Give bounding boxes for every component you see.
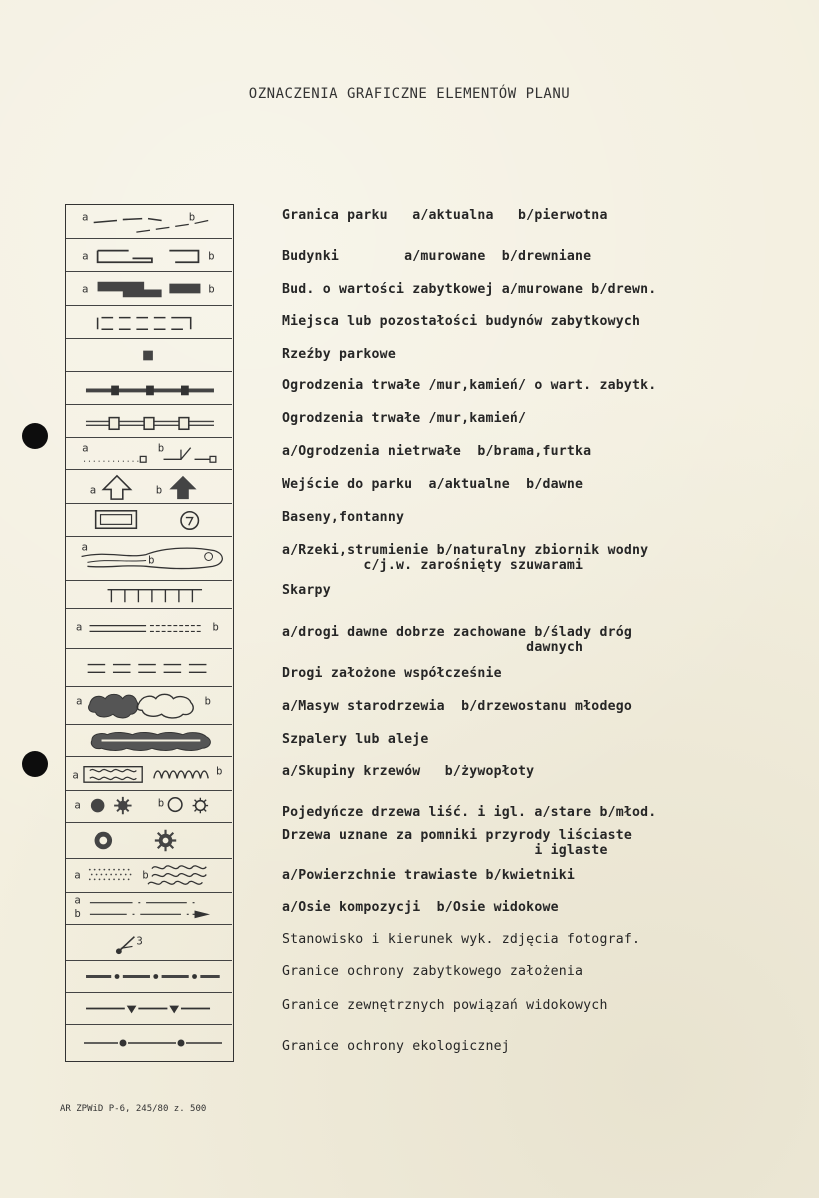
symbol-building-remains [66,306,232,339]
svg-text:b: b [142,868,149,882]
legend-label: Drogi założone współcześnie [282,666,502,681]
symbol-park-entrance [66,470,232,504]
legend-label: a/Osie kompozycji b/Osie widokowe [282,900,559,915]
svg-text:a: a [75,694,83,708]
symbol-fence-historic [66,372,232,405]
symbol-rivers-ponds [66,537,232,581]
symbol-axes [66,893,232,925]
symbol-pools-fountains [66,504,232,537]
svg-text:a: a [74,868,81,882]
symbol-single-trees [66,791,232,823]
legend-label: Granice ochrony zabytkowego założenia [282,964,584,979]
symbol-natural-monument-trees [66,823,232,859]
svg-text:b: b [208,282,215,296]
legend-label: Granice zewnętrznych powiązań widokowych [282,998,608,1013]
legend-label: Drzewa uznane za pomniki przyrody liściaste i iglaste [282,828,633,858]
legend-label: Budynki a/murowane b/drewniane [282,249,592,264]
symbol-ecological-protection-boundary [66,1025,232,1061]
svg-text:b: b [208,249,215,263]
print-reference: AR ZPWiD P-6, 245/80 z. 500 [60,1104,207,1114]
punch-hole [22,751,48,777]
symbol-photo-position [66,925,232,961]
legend-label: a/Rzeki,strumienie b/naturalny zbiornik wodny c/j.w. zarośnięty szuwarami [282,543,649,573]
svg-text:a: a [89,483,97,497]
legend-label: Granica parku a/aktualna b/pierwotna [282,208,608,223]
symbol-shrubs-hedges [66,757,232,791]
photo-number: 3 [136,934,143,948]
symbol-historic-buildings [66,272,232,306]
symbol-buildings [66,239,232,272]
punch-hole [22,423,48,449]
legend-label: Ogrodzenia trwałe /mur,kamień/ o wart. zabytk. [282,378,657,393]
legend-label: Baseny,fontanny [282,510,405,525]
legend-label: Bud. o wartości zabytkowej a/murowane b/drewn. [282,282,657,297]
legend-label: Skarpy [282,583,331,598]
svg-text:b: b [157,796,165,810]
symbol-tree-alleys [66,725,232,757]
legend-label: Wejście do parku a/aktualne b/dawne [282,477,584,492]
symbol-slopes [66,581,232,609]
svg-text:a: a [74,798,81,812]
symbol-fence-temporary [66,438,232,470]
legend-label: Stanowisko i kierunek wyk. zdjęcia fotograf. [282,932,641,947]
mark-a: a [82,210,89,224]
symbol-park-boundary [66,205,232,239]
symbol-heritage-protection-boundary [66,961,232,993]
legend-symbol-column [65,204,234,1062]
svg-text:a: a [82,249,89,263]
svg-text:a: a [74,893,81,907]
svg-text:b: b [212,620,219,634]
symbol-old-roads [66,609,232,649]
symbol-view-links-boundary [66,993,232,1025]
legend-label: a/Powierzchnie trawiaste b/kwietniki [282,868,576,883]
svg-text:b: b [204,694,211,708]
symbol-old-trees-mass [66,687,232,725]
symbol-modern-roads [66,649,232,687]
svg-text:a: a [82,282,89,296]
legend-label: a/Skupiny krzewów b/żywopłoty [282,764,535,779]
legend-label: Pojedyńcze drzewa liść. i igl. a/stare b/młod. [282,805,657,820]
svg-text:a: a [75,620,83,634]
legend-label: Szpalery lub aleje [282,732,429,747]
svg-text:b: b [215,764,223,778]
svg-text:a: a [82,441,89,455]
legend-label: a/drogi dawne dobrze zachowane b/ślady dróg dawnych [282,625,633,655]
legend-label: Granice ochrony ekologicznej [282,1039,510,1054]
svg-text:b: b [148,553,155,567]
svg-text:a: a [81,540,89,554]
legend-label: Miejsca lub pozostałości budynów zabytkowych [282,314,641,329]
svg-text:a: a [72,768,79,782]
legend-label: a/Masyw starodrzewia b/drzewostanu młodego [282,699,633,714]
svg-text:b: b [157,441,165,455]
svg-text:b: b [155,483,163,497]
legend-label: a/Ogrodzenia nietrwałe b/brama,furtka [282,444,592,459]
symbol-fence-permanent [66,405,232,438]
legend-label: Ogrodzenia trwałe /mur,kamień/ [282,411,527,426]
symbol-lawns-flowerbeds [66,859,232,893]
page-title: OZNACZENIA GRAFICZNE ELEMENTÓW PLANU [248,86,571,102]
legend-label: Rzeźby parkowe [282,347,396,362]
svg-text:b: b [74,907,81,921]
symbol-park-sculptures [66,339,232,372]
mark-b: b [188,210,196,224]
